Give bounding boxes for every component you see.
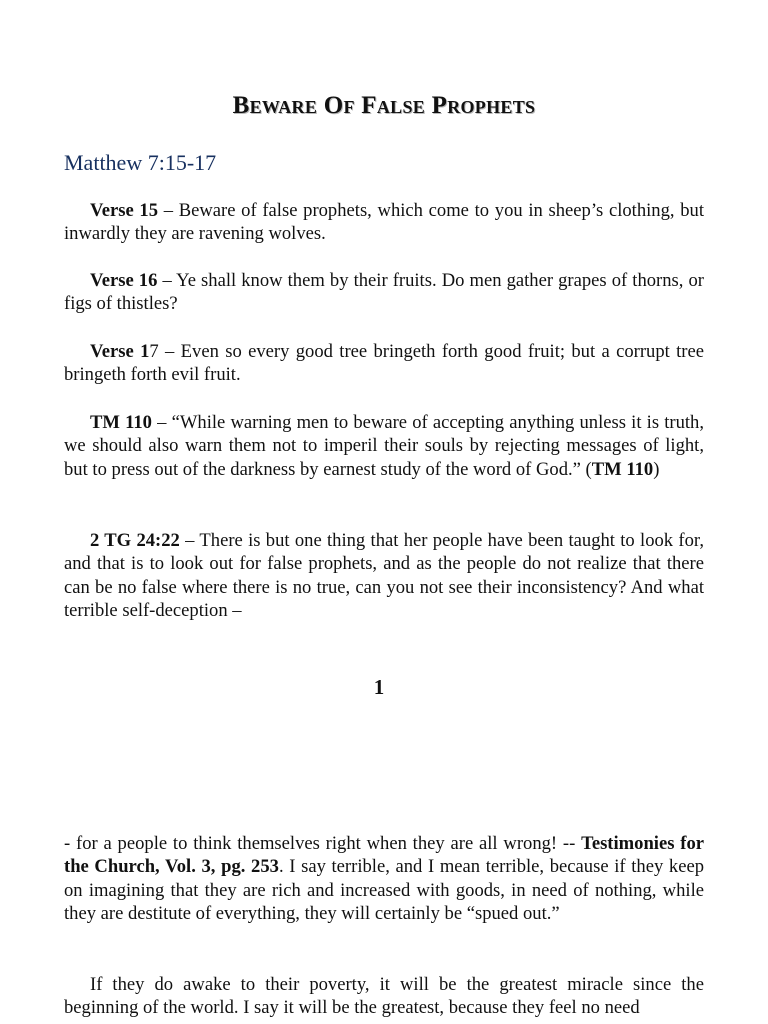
continuation-text-start: - for a people to think themselves right when they are all wrong! -- (64, 833, 582, 854)
tm-110-close: ) (653, 458, 660, 480)
tg-label: 2 TG 24:22 (90, 530, 180, 551)
verse-15-text: – Beware of false prophets, which come to you in sheep’s clothing, but inwardly they are ravening wolves. (64, 200, 704, 245)
verse-16-label: Verse 16 (90, 270, 158, 291)
tg-paragraph (64, 529, 704, 623)
verse-15-label: Verse 15 (90, 200, 159, 221)
tg-text: – There is but one thing that her people have been taught to look for, and that is to look out for false prophets, and as the people do not realize that there can be no false where there is no true, can you not see their inconsistency? And what terrible self-deception – (64, 530, 704, 622)
tm-110-text: – “While warning men to beware of accepting anything unless it is truth, we should also warn them not to imperil their souls by rejecting messages of light, but to press out of the darkness by earnest study of the word of God.” ( (64, 412, 704, 480)
verse-17-paragraph (64, 340, 704, 387)
tm-110-citation: TM 110 (591, 458, 654, 480)
verse-15-paragraph (64, 199, 704, 246)
verse-17-label: Verse 1 (90, 341, 150, 362)
tm-110-paragraph (64, 411, 704, 481)
scripture-reference: Matthew 7:15-17 (64, 150, 217, 175)
page-number: 1 (373, 675, 385, 699)
verse-16-text: – Ye shall know them by their fruits. Do men gather grapes of thorns, or figs of thistles? (64, 270, 704, 315)
tm-110-label: TM 110 (90, 412, 152, 433)
continuation-text-end: . I say terrible, and I mean terrible, because if they keep on imagining that they are rich and increased with goods, in need of nothing, while they are destitute of everything, they will certainly be “spued out.” (64, 856, 704, 925)
testimonies-citation: Testimonies for the Church, Vol. 3, pg. 253 (64, 833, 704, 878)
document-title: Beware Of False Prophets (232, 92, 536, 119)
verse-17-text: – Even so every good tree bringeth forth good fruit; but a corrupt tree bringeth forth evil fruit. (64, 341, 704, 386)
next-paragraph: If they do awake to their poverty, it will be the greatest miracle since the beginning of the world. I say it will be the greatest, because they feel no need (64, 974, 704, 1019)
verse-16-paragraph (64, 269, 704, 316)
page-break (0, 752, 768, 810)
continuation-paragraph (64, 832, 704, 926)
verse-17-label-rest: 7 (149, 341, 159, 362)
